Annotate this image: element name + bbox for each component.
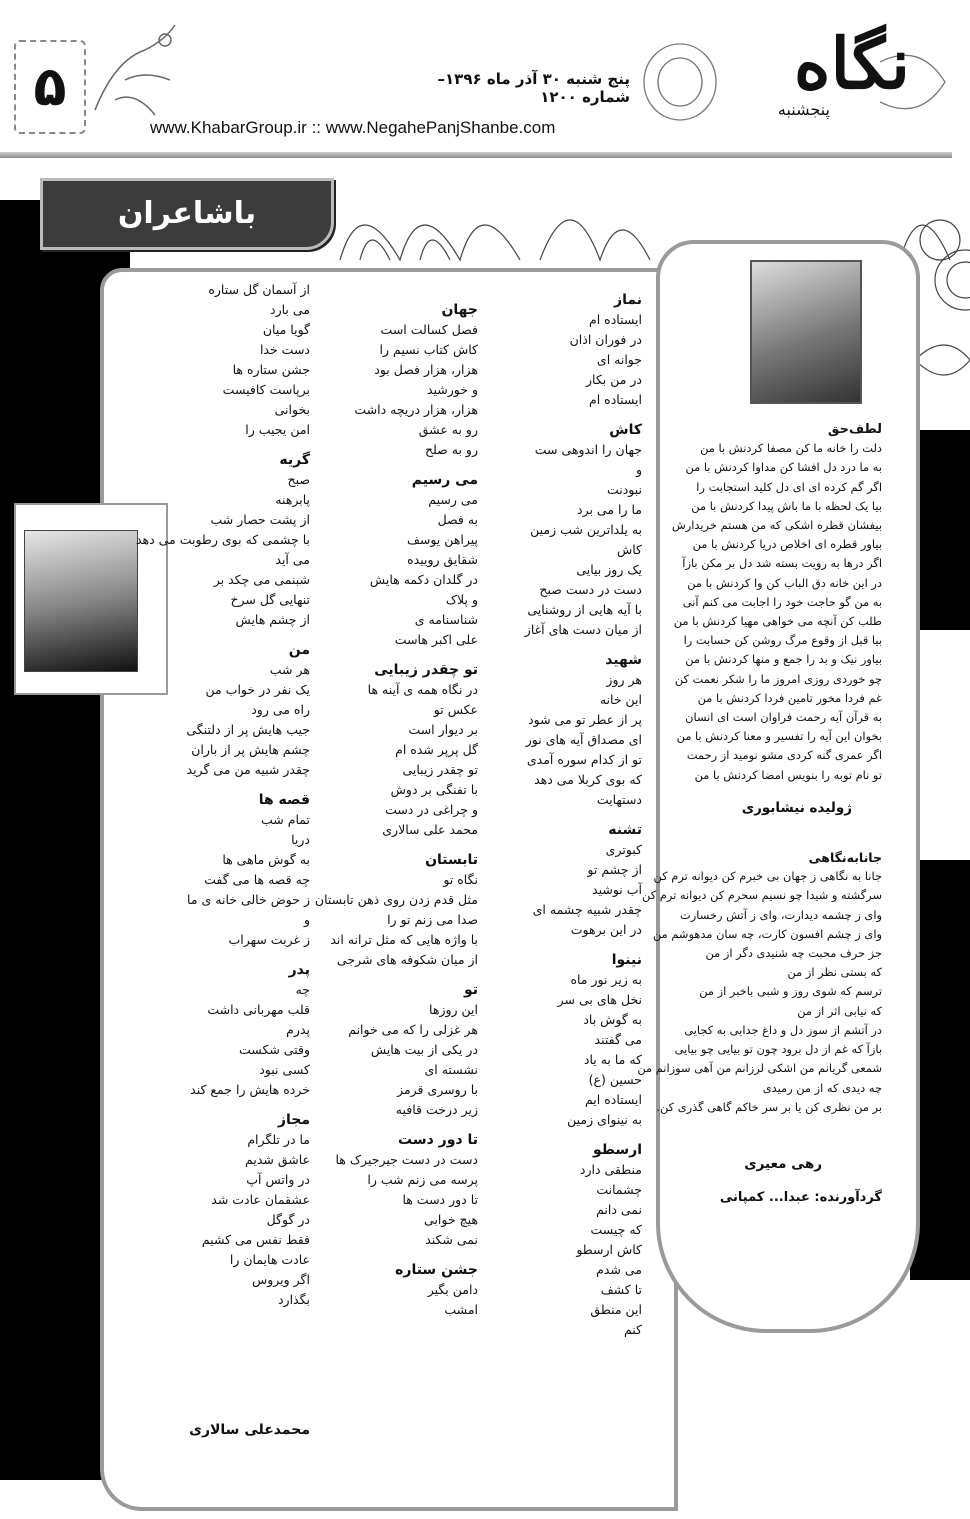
poem-line: تو نام توبه را بنویس امضا کردنش با من bbox=[694, 767, 882, 782]
poem-line: اگر ویروس bbox=[251, 1272, 310, 1287]
poem-line: تا دور دست ها bbox=[402, 1192, 478, 1207]
poem-line: پابرهنه bbox=[275, 492, 310, 507]
poem-line: هزار، هزار فصل بود bbox=[374, 362, 478, 377]
poem-column-1 bbox=[520, 280, 642, 1340]
poet-photo-elderly bbox=[750, 260, 862, 404]
poem-line: نمی شکند bbox=[425, 1232, 478, 1247]
poet-photo bbox=[24, 530, 138, 672]
poem-line: بر دیوار است bbox=[408, 722, 478, 737]
poem-line: جانا به نگاهی ز جهان بی خبرم کن دیوانه ترم کن bbox=[653, 869, 882, 884]
poem-line: که نیابی اثر از من bbox=[797, 1003, 882, 1018]
poem-line: عادت هایمان را bbox=[229, 1252, 310, 1267]
poem-line: به قرآن آیه رحمت فراوان است ای انسان bbox=[685, 710, 882, 725]
logo-title: نگاه bbox=[793, 22, 910, 105]
poem-column-2 bbox=[300, 290, 478, 1320]
poem-line: عکس تو bbox=[433, 702, 478, 717]
poem-title: شهید bbox=[605, 652, 642, 668]
poem-line: در آتشم از سوز دل و داغ جدایی به کجایی bbox=[684, 1022, 882, 1037]
poem-line: طلب کن آنچه می خواهی مهیا کردنش با من bbox=[673, 614, 882, 629]
poem-line: صدا می زنم تو را bbox=[387, 912, 478, 927]
poem-author: ژولیده نیشابوری bbox=[741, 799, 852, 816]
poem-column-3 bbox=[135, 280, 310, 1310]
poem-lines-2 bbox=[637, 867, 882, 1117]
poem-title: کاش bbox=[609, 422, 642, 438]
poem-line: از آسمان گل ستاره bbox=[208, 282, 310, 297]
poem-line: عاشق شدیم bbox=[245, 1152, 310, 1167]
poem-line: سرگشته و شیدا چو نسیم سحرم کن دیوانه ترم کن bbox=[642, 888, 882, 903]
poem-line: به نینوای زمین bbox=[567, 1112, 642, 1127]
poem-line: برپاست کافیست bbox=[222, 382, 310, 397]
poem-line: که بوی کربلا می دهد bbox=[534, 772, 642, 787]
poem-line: نبودنت bbox=[606, 482, 642, 497]
poem-line: از میان شکوفه های شرجی bbox=[336, 952, 478, 967]
poem-line: کبوتری bbox=[605, 842, 642, 857]
poem-line: پدرم bbox=[286, 1022, 310, 1037]
poem-line: تمام شب bbox=[261, 812, 310, 827]
poem-line: که بستی نظر از من bbox=[787, 965, 882, 980]
poem-title: من bbox=[288, 642, 310, 658]
poem-line: وای ز چشمه دیدارت، وای ز آتش رخسارت bbox=[680, 907, 882, 922]
poem-line: نمی دانم bbox=[596, 1202, 642, 1217]
poem-line: یک نفر در خواب من bbox=[205, 682, 310, 697]
poem-line: رو به صلح bbox=[424, 442, 478, 457]
poem-line: آب نوشید bbox=[592, 882, 642, 897]
poem-line: در این برهوت bbox=[570, 922, 642, 937]
poem-line: در واتس آپ bbox=[246, 1172, 310, 1187]
poem-line: نخل های بی سر bbox=[557, 992, 642, 1007]
poem-line: تنهایی گل سرخ bbox=[230, 592, 310, 607]
poem-line: به یلداترین شب زمین bbox=[530, 522, 642, 537]
poem-line: جز حرف محبت چه شنیدی دگر از من bbox=[705, 946, 882, 961]
poem-line: چشمانت bbox=[596, 1182, 642, 1197]
poem-line: به زیر نور ماه bbox=[570, 972, 642, 987]
poem-title-2: جانابه‌نگاهی bbox=[808, 850, 882, 866]
poem-line: چو خوردی روزی امروز ما را شکر نعمت کن bbox=[674, 671, 882, 686]
poem-line: با چشمی که بوی رطوبت می دهد bbox=[135, 532, 310, 547]
poem-line: زیر درخت قافیه bbox=[395, 1102, 478, 1117]
poem-title: جشن ستاره bbox=[395, 1262, 478, 1278]
poem-line: تو چقدر زیبایی bbox=[402, 762, 478, 777]
poem-line: از میان دست های آغاز bbox=[524, 622, 642, 637]
poem-line: و پلاک bbox=[445, 592, 478, 607]
poem-line: دست در دست صبح bbox=[539, 582, 642, 597]
poem-line: چقدر شبیه من می گرید bbox=[186, 762, 310, 777]
poem-line: در نگاه همه ی آینه ها bbox=[367, 682, 478, 697]
poem-title: تابستان bbox=[425, 852, 478, 868]
poet-signature: محمدعلی سالاری bbox=[189, 1422, 310, 1438]
poem-line: عشقمان عادت شد bbox=[211, 1192, 310, 1207]
poem-line: راه می رود bbox=[251, 702, 310, 717]
poem-line: می رسیم bbox=[428, 492, 478, 507]
poem-line: چه bbox=[295, 982, 310, 997]
poem-line: از چشم هایش bbox=[235, 612, 310, 627]
poem-line: ترسم که شوی روز و شبی باخبر از من bbox=[699, 984, 882, 999]
poem-line: مثل قدم زدن روی ذهن تابستان bbox=[314, 892, 478, 907]
poem-author-2: رهی معیری bbox=[744, 1155, 822, 1172]
poem-line: پیراهن یوسف bbox=[406, 532, 478, 547]
poem-line: در یکی از بیت هایش bbox=[370, 1042, 478, 1057]
poem-title: گریه bbox=[279, 452, 310, 468]
poem-line: هیچ خوابی bbox=[424, 1212, 478, 1227]
poem-line: ز غربت سهراب bbox=[228, 932, 310, 947]
poem-line: ای مصداق آیه های نور bbox=[525, 732, 642, 747]
poem-title: ارسطو bbox=[592, 1142, 642, 1158]
poem-line: منطقی دارد bbox=[579, 1162, 642, 1177]
poem-line: قلب مهربانی داشت bbox=[207, 1002, 310, 1017]
poem-line: جشن ستاره ها bbox=[232, 362, 310, 377]
poem-title: تا دور دست bbox=[398, 1132, 478, 1148]
poem-line: ز حوض خالی خانه ی ما bbox=[187, 892, 310, 907]
poem-line: و چراغی در دست bbox=[385, 802, 478, 817]
poem-line: می شدم bbox=[596, 1262, 642, 1277]
poem-title: نینوا bbox=[611, 952, 642, 968]
poem-line: و bbox=[303, 912, 310, 927]
poem-line: ایستاده ام bbox=[589, 392, 642, 407]
poem-title: تو چقدر زیبایی bbox=[374, 662, 478, 678]
poem-line: کنم bbox=[623, 1322, 642, 1337]
poem-line: ایستاده ایم bbox=[584, 1092, 642, 1107]
poem-line: تو از کدام سوره آمدی bbox=[526, 752, 642, 767]
poem-line: پرسه می زنم شب را bbox=[367, 1172, 478, 1187]
poem-line: بر من نظری کن یا بر سر خاکم گاهی گذری کن. bbox=[656, 1099, 882, 1114]
poem-title: قصه ها bbox=[258, 792, 310, 808]
poem-line: محمد علی سالاری bbox=[382, 822, 478, 837]
poem-line: با آیه هایی از روشنایی bbox=[527, 602, 642, 617]
phoenix-icon bbox=[85, 20, 185, 125]
poem-line: بیاور قطره ای اخلاص دریا کردنش با من bbox=[692, 537, 882, 552]
poem-line: دلت را خانه ما کن مصفا کردنش با من bbox=[700, 441, 882, 456]
compiler-credit: گردآورنده: عبدا... کمپانی bbox=[719, 1190, 882, 1206]
poem-line: ما را می برد bbox=[577, 502, 642, 517]
poem-line: می آید bbox=[275, 552, 310, 567]
poem-title: می رسیم bbox=[411, 472, 478, 488]
poem-line: خرده هایش را جمع کند bbox=[190, 1082, 310, 1097]
poem-line: هر شب bbox=[269, 662, 310, 677]
poem-line: شبنمی می چکد بر bbox=[213, 572, 310, 587]
poem-title: تشنه bbox=[608, 822, 642, 838]
poem-line: اگر گم کرده ای ای دل کلید استجابت را bbox=[696, 479, 882, 494]
poem-line: امشب bbox=[444, 1302, 478, 1317]
poem-line: به فصل bbox=[437, 512, 478, 527]
poem-line: به گوش باد bbox=[583, 1012, 642, 1027]
poem-line: گویا میان bbox=[262, 322, 310, 337]
poem-line: ایستاده ام bbox=[589, 312, 642, 327]
poem-line: اگر عمری گنه کردی مشو نومید از رحمت bbox=[686, 748, 882, 763]
poem-line: فصل کسالت است bbox=[380, 322, 478, 337]
poem-line: به ما درد دل افشا کن مداوا کردنش با من bbox=[685, 460, 882, 475]
poem-line: در فوران اذان bbox=[569, 332, 642, 347]
poem-line: با واژه هایی که مثل ترانه اند bbox=[330, 932, 478, 947]
poem-line: کاش ارسطو bbox=[576, 1242, 642, 1257]
poem-line: در این خانه دق الباب کن وا کردنش با من bbox=[687, 575, 882, 590]
poem-line: دست خدا bbox=[259, 342, 310, 357]
poem-line: امن یجیب را bbox=[245, 422, 310, 437]
poem-line: پر از عطر تو می شود bbox=[528, 712, 642, 727]
issue-date: پنج شنبه ۳۰ آذر ماه ۱۳۹۶– شماره ۱۲۰۰ bbox=[437, 70, 630, 106]
poem-line: شمعی گریانم من اشکی لرزانم من آهی سوزانم من bbox=[637, 1061, 882, 1076]
poem-line: بیفشان قطره اشکی که من هستم خریدارش bbox=[671, 518, 882, 533]
poem-line: هزار، هزار دریچه داشت bbox=[354, 402, 478, 417]
poem-line: وقتی شکست bbox=[239, 1042, 310, 1057]
banner-title: باشاعران bbox=[117, 196, 257, 231]
newspaper-logo bbox=[640, 22, 950, 137]
poem-line: به گوش ماهی ها bbox=[222, 852, 310, 867]
poem-line: در گوگل bbox=[266, 1212, 310, 1227]
poem-line: غم فردا مخور تامین فردا کردنش با من bbox=[697, 690, 882, 705]
poem-line: از پشت حصار شب bbox=[210, 512, 310, 527]
poem-line: چه دیدی که از من رمیدی bbox=[762, 1080, 882, 1095]
poem-line: چه قصه ها می گفت bbox=[204, 872, 310, 887]
poem-line: نشسته ای bbox=[424, 1062, 478, 1077]
poem-line: صبح bbox=[287, 472, 310, 487]
header-divider bbox=[0, 152, 952, 158]
poem-line: بیا قبل از وقوع مرگ روشن کن حسابت را bbox=[683, 633, 882, 648]
poem-line: هر غزلی را که می خوانم bbox=[348, 1022, 478, 1037]
poem-line: جهان را اندوهی ست bbox=[534, 442, 642, 457]
poem-line: اگر درها به رویت بسته شد دل بر مکن بازآ bbox=[682, 556, 882, 571]
poem-line: جوانه ای bbox=[596, 352, 642, 367]
poem-line: گل پرپر شده ام bbox=[395, 742, 478, 757]
logo-subtitle: پنجشنبه bbox=[777, 100, 830, 119]
poem-line: نگاه تو bbox=[443, 872, 478, 887]
poem-line: و bbox=[635, 462, 642, 477]
poem-line: علی اکبر هاست bbox=[394, 632, 478, 647]
poem-line: می بارد bbox=[270, 302, 310, 317]
poem-line: دامن بگیر bbox=[427, 1282, 478, 1297]
poem-line: دست در دست جیرجیرک ها bbox=[335, 1152, 478, 1167]
poem-lines bbox=[668, 439, 882, 785]
poem-line: جیب هایش پر از دلتنگی bbox=[186, 722, 310, 737]
poem-line: کاش کتاب نسیم را bbox=[379, 342, 478, 357]
poem-line: با تفنگی بر دوش bbox=[390, 782, 478, 797]
poem-line: وای ز چشم افسون کارت، چه سان مدهوشم من bbox=[652, 926, 882, 941]
poem-line: بخوان این آیه را تفسیر و معنا کردنش با من bbox=[676, 729, 882, 744]
poem-line: این روزها bbox=[429, 1002, 478, 1017]
poem-line: از چشم تو bbox=[587, 862, 642, 877]
poem-line: هر روز bbox=[606, 672, 642, 687]
poem-line: تا کشف bbox=[600, 1282, 642, 1297]
poem-line: و خورشید bbox=[426, 382, 478, 397]
poem-line: این منطق bbox=[590, 1302, 642, 1317]
poem-line: در گلدان دکمه هایش bbox=[369, 572, 478, 587]
poem-line: این خانه bbox=[599, 692, 642, 707]
poem-line: در من بکار bbox=[586, 372, 642, 387]
poem-line: چقدر شبیه چشمه ای bbox=[532, 902, 642, 917]
poem-line: بیاور نیک و بد را جمع و منها کردنش با من bbox=[685, 652, 882, 667]
poem-line: ما در تلگرام bbox=[247, 1132, 310, 1147]
poem-line: چشم هایش پر از باران bbox=[191, 742, 310, 757]
poem-line: با روسری قرمز bbox=[397, 1082, 478, 1097]
section-banner bbox=[40, 178, 334, 250]
poem-line: دریا bbox=[291, 832, 310, 847]
poem-line: یک روز بیایی bbox=[576, 562, 642, 577]
poem-line: کاش bbox=[616, 542, 642, 557]
poem-title: تو bbox=[463, 982, 478, 998]
poem-line: کسی نبود bbox=[259, 1062, 310, 1077]
poem-title: پدر bbox=[288, 962, 310, 978]
poem-line: شقایق روییده bbox=[407, 552, 478, 567]
poem-line: رو به عشق bbox=[418, 422, 478, 437]
poem-line: دستهایت bbox=[596, 792, 642, 807]
poem-title: جهان bbox=[441, 302, 478, 318]
website-links[interactable]: www.KhabarGroup.ir :: www.NegahePanjShanbe.com bbox=[150, 118, 556, 137]
page-number: ۵ bbox=[14, 40, 86, 134]
classic-poems bbox=[637, 420, 882, 1207]
poem-title: مجاز bbox=[277, 1112, 310, 1128]
poem-line: بخوانی bbox=[274, 402, 310, 417]
poem-line: بگذارد bbox=[277, 1292, 310, 1307]
poem-line: به من گو حاجت خود را اجابت می کنم آنی bbox=[682, 594, 882, 609]
poem-line: فقط نفس می کشیم bbox=[201, 1232, 310, 1247]
poem-line: که چیست bbox=[590, 1222, 642, 1237]
poem-title: لطف‌حق bbox=[827, 422, 882, 437]
poem-line: که ما به یاد bbox=[583, 1052, 642, 1067]
poem-line: بیا یک لحظه با ما باش پیدا کردنش با من bbox=[691, 498, 882, 513]
poem-line: بازآ که غم از دل برود چون تو بیایی چو بیایی bbox=[674, 1042, 882, 1057]
poem-line: شناسنامه ی bbox=[414, 612, 478, 627]
right-black-panel bbox=[920, 430, 970, 630]
poem-line: می گفتند bbox=[594, 1032, 642, 1047]
poem-title: نماز bbox=[614, 292, 642, 308]
poem-line: حسین (ع) bbox=[588, 1072, 642, 1087]
